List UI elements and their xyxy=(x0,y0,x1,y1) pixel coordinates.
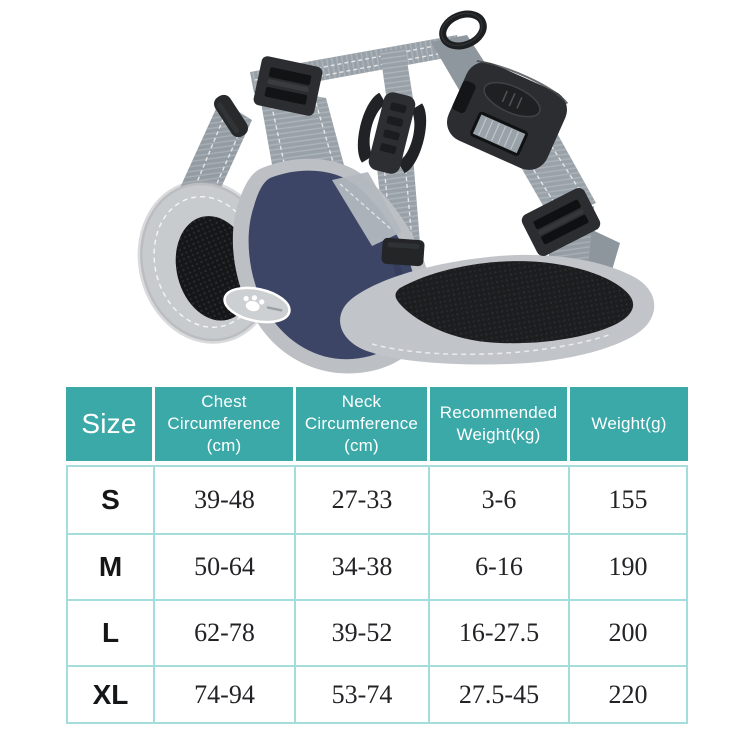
header-label: (cm) xyxy=(206,436,242,456)
cell-chest: 74-94 xyxy=(155,667,296,724)
header-label: Circumference xyxy=(304,413,419,433)
cell-weight: 155 xyxy=(570,465,688,535)
header-label: Chest xyxy=(201,391,247,411)
column-header-recommended-weight xyxy=(430,387,570,465)
table-row-xl xyxy=(66,667,688,724)
cell-neck: 39-52 xyxy=(296,601,430,667)
strap-keeper xyxy=(381,238,425,267)
header-row xyxy=(66,387,688,465)
column-header-weight xyxy=(570,387,688,465)
cell-weight: 200 xyxy=(570,601,688,667)
cell-weight: 190 xyxy=(570,535,688,601)
cell-size: XL xyxy=(66,667,155,724)
header-label: Circumference xyxy=(167,413,281,433)
cell-size: M xyxy=(66,535,155,601)
cell-recommended-weight: 6-16 xyxy=(430,535,570,601)
column-header-size xyxy=(66,387,155,465)
cell-chest: 50-64 xyxy=(155,535,296,601)
table-row-s xyxy=(66,465,688,535)
cell-neck: 53-74 xyxy=(296,667,430,724)
cell-chest: 62-78 xyxy=(155,601,296,667)
cell-chest: 39-48 xyxy=(155,465,296,535)
cell-neck: 34-38 xyxy=(296,535,430,601)
cell-weight: 220 xyxy=(570,667,688,724)
size-chart-table xyxy=(66,387,688,724)
cell-size: L xyxy=(66,601,155,667)
cell-recommended-weight: 3-6 xyxy=(430,465,570,535)
header-label: Weight(kg) xyxy=(456,425,541,444)
cell-neck: 27-33 xyxy=(296,465,430,535)
column-header-neck xyxy=(296,387,430,465)
table-row-m xyxy=(66,535,688,601)
cell-recommended-weight: 16-27.5 xyxy=(430,601,570,667)
cell-size: S xyxy=(66,465,155,535)
cell-recommended-weight: 27.5-45 xyxy=(430,667,570,724)
header-label: Size xyxy=(81,407,137,439)
header-label: (cm) xyxy=(344,436,379,456)
header-label: Neck xyxy=(341,391,382,411)
header-label: Recommended xyxy=(439,402,558,422)
column-header-chest xyxy=(155,387,296,465)
header-label: Weight(g) xyxy=(591,413,667,433)
table-row-l xyxy=(66,601,688,667)
